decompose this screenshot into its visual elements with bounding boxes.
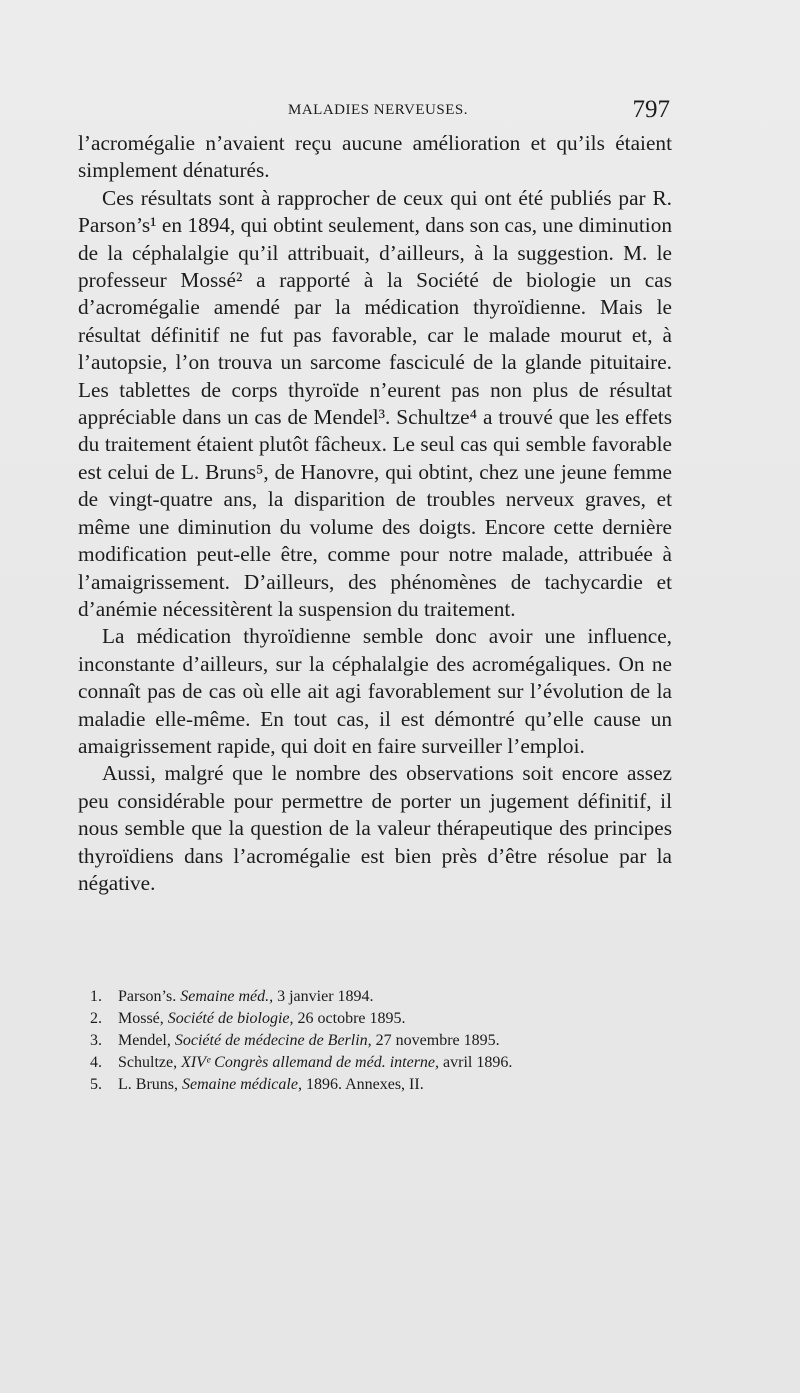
footnote-detail: 3 janvier 1894.	[277, 988, 374, 1005]
paragraph: La médication thyroïdienne semble donc avoir une influence, inconstante d’ailleurs, sur la céphalalgie des acromégaliques. On ne connaît pas de cas où elle ait agi favorablement sur l’évolution de la maladie elle-même. En tout cas, il est démontré qu’elle cause un amaigrissement rapide, qui doit en faire surveiller l’emploi.	[78, 624, 672, 758]
footnote-number: 3.	[90, 1032, 102, 1049]
footnote-work: Société de biologie,	[167, 1010, 294, 1027]
footnote-detail: 26 octobre 1895.	[297, 1010, 406, 1027]
footnote-text	[118, 1074, 680, 1096]
page-number: 797	[632, 96, 670, 123]
running-title: MALADIES NERVEUSES.	[288, 102, 468, 118]
footnote-detail: 1896. Annexes, II.	[305, 1076, 424, 1093]
paragraph: Aussi, malgré que le nombre des observations soit encore assez peu considérable pour permettre de porter un jugement définitif, il nous semble que la question de la valeur thérapeutique des principes thyroïdiens dans l’acromégalie est bien près d’être résolue par la négative.	[78, 761, 672, 895]
footnote-author: Parson’s.	[118, 988, 177, 1005]
footnote-work: Société de médecine de Berlin,	[174, 1032, 372, 1049]
footnote-detail: 27 novembre 1895.	[375, 1032, 500, 1049]
footnote-author: Mossé,	[118, 1010, 164, 1027]
footnote-detail: avril 1896.	[443, 1054, 513, 1071]
footnote-work: Semaine méd.,	[180, 988, 274, 1005]
footnote	[90, 1052, 680, 1074]
footnote-text	[118, 1008, 680, 1030]
footnote	[90, 986, 680, 1008]
footnote-author: L. Bruns,	[118, 1076, 178, 1093]
paragraph: l’acromégalie n’avaient reçu aucune amélioration et qu’ils étaient simplement dénaturés.	[78, 131, 672, 183]
footnote-number: 2.	[90, 1010, 102, 1027]
footnote-number: 5.	[90, 1076, 102, 1093]
footnote-text	[118, 1052, 680, 1074]
body-text	[78, 130, 672, 897]
footnote-work: Semaine médicale,	[182, 1076, 302, 1093]
running-head	[80, 96, 672, 126]
footnote-text	[118, 1030, 680, 1052]
paragraph: Ces résultats sont à rapprocher de ceux qui ont été publiés par R. Parson’s¹ en 1894, qui obtint seulement, dans son cas, une diminution de la céphalalgie qu’il attribuait, d’ailleurs, à la suggestion. M. le professeur Mossé² a rapporté à la Société de biologie un cas d’acromégalie amendé par la médication thyroïdienne. Mais le résultat définitif ne fut pas favorable, car le malade mourut et, à l’autopsie, l’on trouva un sarcome fasciculé de la glande pituitaire. Les tablettes de corps thyroïde n’eurent pas non plus de résultat appréciable dans un cas de Mendel³. Schultze⁴ a trouvé que les effets du traitement étaient plutôt fâcheux. Le seul cas qui semble favorable est celui de L. Bruns⁵, de Hanovre, qui obtint, chez une jeune femme de vingt-quatre ans, la disparition de troubles nerveux graves, et même une diminution du volume des doigts. Encore cette dernière modification peut-elle être, comme pour notre malade, attribuée à l’amaigrissement. D’ailleurs, des phénomènes de tachycardie et d’anémie nécessitèrent la suspension du traitement.	[78, 185, 672, 621]
footnote	[90, 1008, 680, 1030]
footnote	[90, 1074, 680, 1096]
footnote-author: Schultze,	[118, 1054, 178, 1071]
footnote	[90, 1030, 680, 1052]
footnote-number: 4.	[90, 1054, 102, 1071]
footnote-text	[118, 986, 680, 1008]
footnote-work: XIVᵉ Congrès allemand de méd. interne,	[181, 1054, 440, 1071]
footnote-number: 1.	[90, 988, 102, 1005]
footnotes	[90, 986, 680, 1096]
footnote-author: Mendel,	[118, 1032, 171, 1049]
